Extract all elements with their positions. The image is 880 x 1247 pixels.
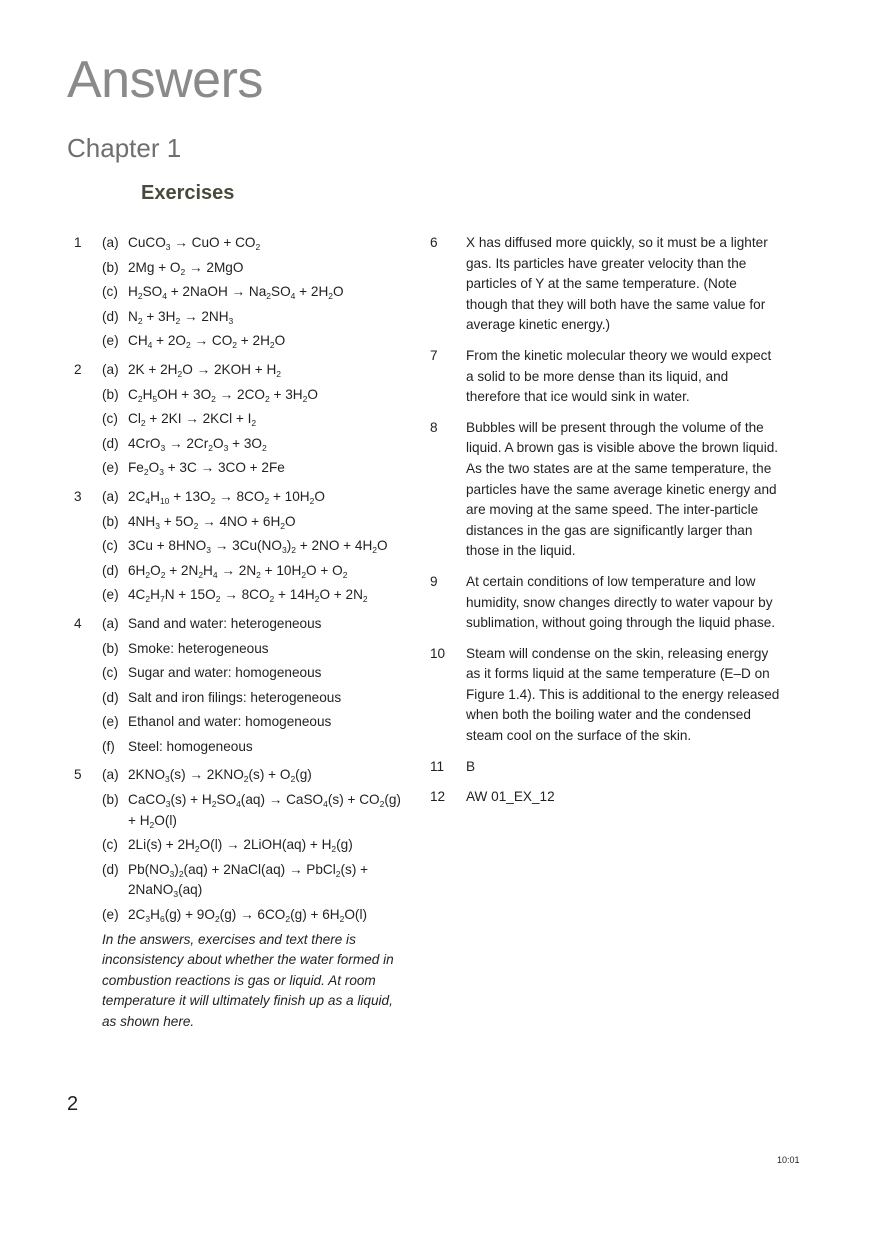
answer-part — [102, 536, 412, 557]
question-number: 1 — [74, 235, 82, 250]
chapter-heading: Chapter 1 — [67, 133, 182, 163]
part-label: (e) — [102, 714, 119, 730]
part-label: (a) — [102, 361, 119, 377]
part-label: (d) — [102, 861, 119, 877]
answer-part — [102, 434, 412, 455]
answer-part — [102, 487, 412, 508]
answer-part — [102, 905, 412, 926]
question-4 — [62, 614, 412, 758]
answer-text: $4NH_3 + 5O_2 \to 4NO + 6H_2O$ — [128, 513, 296, 531]
question-number: 10 — [430, 645, 446, 661]
answer-text: $2KNO_3(s) \to 2KNO_2(s) + O_2(g)$ — [128, 767, 312, 785]
left-answer-column — [62, 233, 412, 1041]
question-8 — [430, 418, 780, 562]
part-label: (b) — [102, 513, 119, 529]
answer-part — [102, 737, 412, 758]
answer-part — [102, 765, 412, 786]
answer-part — [102, 282, 412, 303]
part-label: (e) — [102, 460, 119, 476]
answer-text: CaCO$_3$(s) + $H_2SO_4(aq)$ → CaSO$_4$(s) + $CO_2(g) + H_2O(l)$ — [128, 792, 401, 830]
question-1 — [62, 233, 412, 352]
answer-text: $N_2 + 3H_2 \to 2NH_3$ — [128, 308, 234, 326]
answer-text: Smoke: heterogeneous — [128, 640, 269, 656]
answer-part — [102, 639, 412, 660]
part-label: (c) — [102, 837, 118, 853]
answer-part — [102, 385, 412, 406]
part-label: (b) — [102, 640, 119, 656]
part-label: (a) — [102, 235, 119, 250]
part-label: (c) — [102, 665, 118, 681]
answer-part — [102, 307, 412, 328]
answer-text: $2K + 2H_2O \to 2KOH + H_2$ — [128, 361, 282, 379]
right-answer-column — [430, 233, 780, 818]
answer-part — [102, 663, 412, 684]
answer-text: $2C_3H_6(g) + 9O_2(g) \to 6CO_2(g) + 6H_2O(l)$ — [128, 907, 367, 925]
answer-text: $2C_4H_{10} + 13O_2 \to 8CO_2 + 10H_2O$ — [128, 488, 325, 506]
page-number: 2 — [67, 1093, 79, 1115]
question-2 — [62, 360, 412, 479]
question-number: 8 — [430, 419, 438, 435]
answer-part — [102, 512, 412, 533]
question-9 — [430, 572, 780, 634]
answer-text: $2Li(s) + 2H_2O(l)$ → 2LiOH(aq) + $H_2(g)$ — [128, 837, 353, 855]
answer-part — [102, 585, 412, 606]
answer-text: $C_2H_5OH + 3O_2 \to 2CO_2 + 3H_2O$ — [128, 386, 318, 404]
answer-text: $3Cu + 8HNO_3 \to 3Cu(NO_3)_2 + 2NO + 4H_2O$ — [128, 538, 388, 556]
question-3 — [62, 487, 412, 606]
answer-text: B — [466, 758, 476, 774]
part-label: (b) — [102, 386, 119, 402]
answer-text: $H_2SO_4$ + 2NaOH → $Na_2SO_4 + 2H_2O$ — [128, 284, 344, 302]
question-5 — [62, 765, 412, 1032]
answer-text: $Pb(NO_3)_2(aq)$ + 2NaCl(aq) → PbCl$_2$(s) + 2NaNO$_3$(aq) — [128, 861, 369, 900]
answer-text: $4C_2H_7N + 15O_2 \to 8CO_2 + 14H_2O + 2N_2$ — [128, 587, 368, 605]
answer-text: AW 01_EX_12 — [466, 789, 555, 805]
part-label: (c) — [102, 284, 118, 300]
answer-text: Steam will condense on the skin, releasing energy as it forms liquid at the same temperature (E–D on Figure 1.4). This is additional to the energy released when both the boiling water and the condensed steam cool on the surface of the skin. — [466, 645, 780, 744]
question-number: 2 — [74, 361, 82, 377]
question-12 — [430, 787, 780, 808]
answer-part — [102, 614, 412, 635]
question-number: 3 — [74, 488, 82, 504]
page-title: Answers — [67, 51, 263, 109]
answer-text: Steel: homogeneous — [128, 738, 253, 754]
question-10 — [430, 644, 780, 747]
answer-text: From the kinetic molecular theory we would expect a solid to be more dense than its liquid, and therefore that ice would sink in water. — [466, 347, 772, 405]
answer-part — [102, 360, 412, 381]
answer-part — [102, 712, 412, 733]
part-label: (e) — [102, 333, 119, 349]
answer-part — [102, 688, 412, 709]
answer-text: CuCO$_3$ → CuO + $CO_2$ — [128, 235, 261, 252]
answer-text: Ethanol and water: homogeneous — [128, 714, 332, 730]
part-label: (a) — [102, 767, 119, 783]
part-label: (b) — [102, 792, 119, 808]
answer-part — [102, 790, 412, 831]
part-label: (c) — [102, 411, 118, 427]
answer-text: Sand and water: heterogeneous — [128, 615, 322, 631]
answer-part — [102, 835, 412, 856]
answer-text: $4CrO_3 \to 2Cr_2O_3 + 3O_2$ — [128, 435, 267, 453]
question-number: 12 — [430, 789, 446, 805]
question-number: 6 — [430, 235, 438, 250]
answer-part — [102, 860, 412, 901]
question-6 — [430, 233, 780, 336]
part-label: (d) — [102, 562, 119, 578]
part-label: (b) — [102, 259, 119, 275]
question-number: 9 — [430, 573, 438, 589]
part-label: (a) — [102, 615, 119, 631]
timestamp: 10:01 — [777, 1155, 800, 1165]
answer-part — [102, 258, 412, 279]
answer-text: $CH_4 + 2O_2 \to CO_2 + 2H_2O$ — [128, 333, 286, 351]
question-number: 4 — [74, 615, 82, 631]
answer-text: $6H_2O_2 + 2N_2H_4 \to 2N_2 + 10H_2O + O_2$ — [128, 562, 348, 580]
answer-part — [102, 561, 412, 582]
part-label: (d) — [102, 308, 119, 324]
part-label: (e) — [102, 587, 119, 603]
answer-note: In the answers, exercises and text there is inconsistency about whether the water formed in combustion reactions is gas or liquid. At room temperature it will ultimately finish up as a liquid, as shown here. — [102, 931, 394, 1029]
question-number: 5 — [74, 767, 82, 783]
part-label: (d) — [102, 689, 119, 705]
answer-part — [102, 458, 412, 479]
answer-text: $2Mg + O_2 \to 2MgO$ — [128, 259, 244, 277]
answer-text: At certain conditions of low temperature and low humidity, snow changes directly to water vapour by sublimation, without going through the liquid phase. — [466, 573, 776, 631]
question-11 — [430, 757, 780, 778]
answer-text: $Fe_2O_3 + 3C \to 3CO + 2Fe$ — [128, 460, 285, 478]
part-label: (a) — [102, 488, 119, 504]
answer-text: Sugar and water: homogeneous — [128, 665, 322, 681]
answer-part — [102, 233, 412, 254]
part-label: (e) — [102, 907, 119, 923]
part-label: (c) — [102, 538, 118, 554]
answer-text: X has diffused more quickly, so it must be a lighter gas. Its particles have greater velocity than the particles of Y at the same temperature. (Note though that they will both have the same value for average kinetic energy.) — [466, 235, 768, 333]
question-7 — [430, 346, 780, 408]
question-number: 7 — [430, 347, 438, 363]
part-label: (f) — [102, 738, 115, 754]
answer-text: Salt and iron filings: heterogeneous — [128, 689, 342, 705]
answer-part — [102, 409, 412, 430]
answer-part — [102, 331, 412, 352]
question-number: 11 — [430, 758, 445, 774]
section-heading: Exercises — [141, 182, 235, 204]
answer-text: Bubbles will be present through the volume of the liquid. A brown gas is visible above the brown liquid. As the two states are at the same temperature, the particles have the same average kinetic energy and are moving at the same speed. The inter-particle distances in the gas are significantly larger than those in the liquid. — [466, 419, 779, 559]
answer-text: $Cl_2 + 2KI \to 2KCl + I_2$ — [128, 411, 257, 429]
part-label: (d) — [102, 435, 119, 451]
